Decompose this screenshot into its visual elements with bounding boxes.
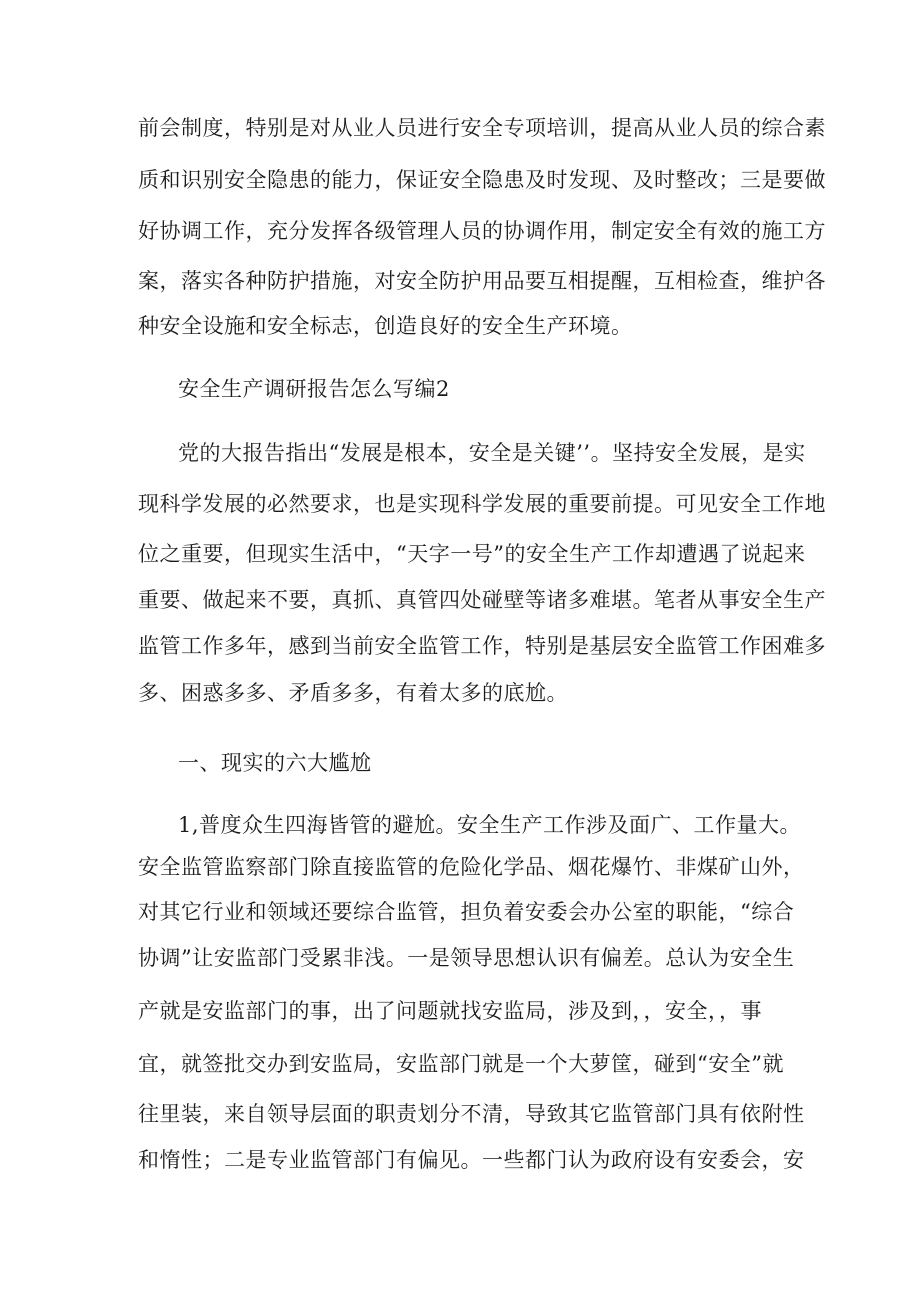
- text-line: 对其它行业和领域还要综合监管，担负着安委会办公室的职能，“综合: [138, 900, 795, 924]
- text-line: 产就是安监部门的事，出了问题就找安监局，涉及到，，安全，，事: [138, 999, 762, 1023]
- text-line: 宜，就签批交办到安监局，安监部门就是一个大萝筐，碰到“安全”就: [138, 1052, 784, 1076]
- text-line: 位之重要，但现实生活中，“天字一号”的安全生产工作却遭遇了说起来: [138, 542, 806, 566]
- text-line: 现科学发展的必然要求，也是实现科学发展的重要前提。可见安全工作地: [138, 492, 826, 516]
- text-line: 案，落实各种防护措施，对安全防护用品要互相提醒，互相检查，维护各: [138, 269, 826, 293]
- text-line: 多、困惑多多、矛盾多多，有着太多的底尬。: [138, 681, 568, 705]
- text-line: 安全监管监察部门除直接监管的危险化学品、烟花爆竹、非煤矿山外，: [138, 855, 805, 879]
- text-line: 往里装，来自领导层面的职责划分不清，导致其它监管部门具有依附性: [138, 1102, 805, 1126]
- text-line: 1,普度众生四海皆管的避尬。安全生产工作涉及面广、工作量大。: [178, 813, 802, 837]
- text-line: 好协调工作，充分发挥各级管理人员的协调作用，制定安全有效的施工方: [138, 219, 826, 243]
- text-line: 和惰性；二是专业监管部门有偏见。一些都门认为政府设有安委会，安: [138, 1148, 805, 1172]
- text-line: 协调”让安监部门受累非浅。一是领导思想认识有偏差。总认为安全生: [138, 946, 795, 970]
- section-heading: 安全生产调研报告怎么写编2: [178, 377, 450, 401]
- section-heading: 一、现实的六大尴尬: [178, 751, 372, 775]
- text-line: 党的大报告指出“发展是根本，安全是关键’’。坚持安全发展，是实: [178, 441, 806, 465]
- text-line: 质和识别安全隐患的能力，保证安全隐患及时发现、及时整改；三是要做: [138, 168, 826, 192]
- text-line: 前会制度，特别是对从业人员进行安全专项培训，提高从业人员的综合素: [138, 116, 826, 140]
- text-line: 重要、做起来不要，真抓、真管四处碰壁等诸多难堪。笔者从事安全生产: [138, 588, 826, 612]
- text-line: 种安全设施和安全标志，创造良好的安全生产环境。: [138, 314, 633, 338]
- text-line: 监管工作多年，感到当前安全监管工作，特别是基层安全监管工作困难多: [138, 634, 826, 658]
